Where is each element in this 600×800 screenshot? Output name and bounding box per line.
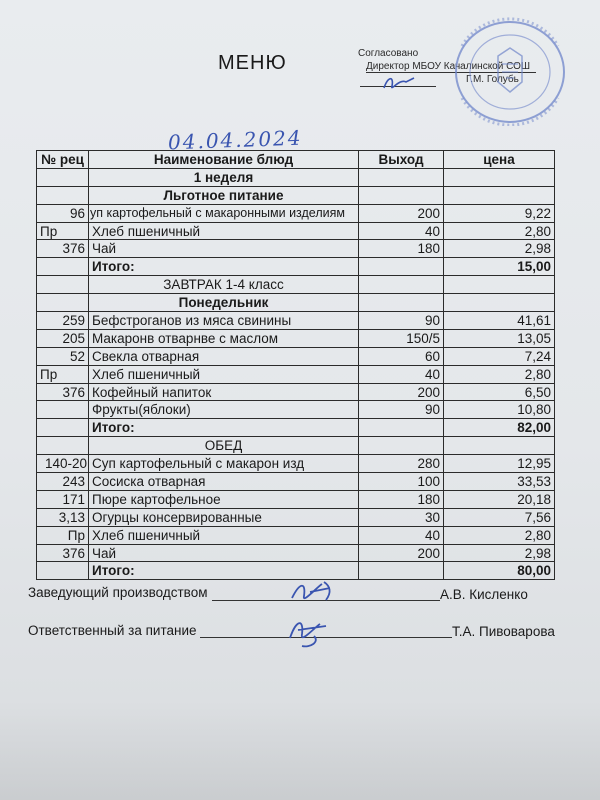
week-label: 1 неделя (89, 168, 359, 186)
table-row: 3,13 Огурцы консервированные 30 7,56 (37, 508, 555, 526)
table-row: 140-20 Суп картофельный с макарон изд 280 12,95 (37, 455, 555, 473)
table-row (37, 186, 555, 204)
table-row: Пр Хлеб пшеничный 40 2,80 (37, 222, 555, 240)
table-row (37, 168, 555, 186)
responsible-name: Т.А. Пивоварова (452, 624, 555, 639)
header-price: цена (444, 151, 555, 169)
handwritten-date: 04.04.2024 (167, 125, 303, 155)
table-row: 259 Бефстроганов из мяса свинины 90 41,61 (37, 312, 555, 330)
table-row: Пр Хлеб пшеничный 40 2,80 (37, 365, 555, 383)
approval-label: Согласовано (358, 48, 419, 59)
manager-name: А.В. Кисленко (440, 587, 528, 602)
table-row: 376 Чай 200 2,98 (37, 544, 555, 562)
section-lunch: ОБЕД (89, 437, 359, 455)
approval-director: Директор МБОУ Качалинской СОШ (366, 61, 531, 72)
table-row: 376 Кофейный напиток 200 6,50 (37, 383, 555, 401)
table-row: 96 уп картофельный с макаронными изделиям 200 9,22 (37, 204, 555, 222)
manager-signature-label: Заведующий производством (28, 585, 208, 600)
day-label: Понедельник (89, 294, 359, 312)
table-row-total (37, 258, 555, 276)
director-signature-icon (380, 72, 420, 94)
section-breakfast: ЗАВТРАК 1-4 класс (89, 276, 359, 294)
responsible-signature-label: Ответственный за питание (28, 623, 197, 638)
total-value: 82,00 (444, 419, 555, 437)
section-lgot: Льготное питание (89, 186, 359, 204)
table-row-total (37, 419, 555, 437)
table-row: 52 Свекла отварная 60 7,24 (37, 347, 555, 365)
table-row: 205 Макаронв отварнве с маслом 150/5 13,05 (37, 329, 555, 347)
page-title: МЕНЮ (218, 52, 287, 74)
table-row: 171 Пюре картофельное 180 20,18 (37, 490, 555, 508)
approval-name: Г.М. Голубь (466, 74, 519, 85)
table-row (37, 276, 555, 294)
menu-table (36, 150, 555, 580)
table-row: Пр Хлеб пшеничный 40 2,80 (37, 526, 555, 544)
header-recipe: № рец (37, 151, 89, 169)
header-dish: Наименование блюд (89, 151, 359, 169)
total-label: Итого: (89, 258, 359, 276)
table-row: Фрукты(яблоки) 90 10,80 (37, 401, 555, 419)
manager-signature-icon (286, 578, 346, 608)
total-value: 15,00 (444, 258, 555, 276)
photo-shadow (0, 700, 600, 800)
table-row: 376 Чай 180 2,98 (37, 240, 555, 258)
total-label: Итого: (89, 562, 359, 580)
table-row (37, 437, 555, 455)
table-row (37, 294, 555, 312)
total-value: 80,00 (444, 562, 555, 580)
table-header-row (37, 151, 555, 169)
table-row: 243 Сосиска отварная 100 33,53 (37, 473, 555, 491)
responsible-signature-icon (280, 612, 340, 652)
total-label: Итого: (89, 419, 359, 437)
official-stamp-icon (448, 16, 568, 126)
header-output: Выход (359, 151, 444, 169)
